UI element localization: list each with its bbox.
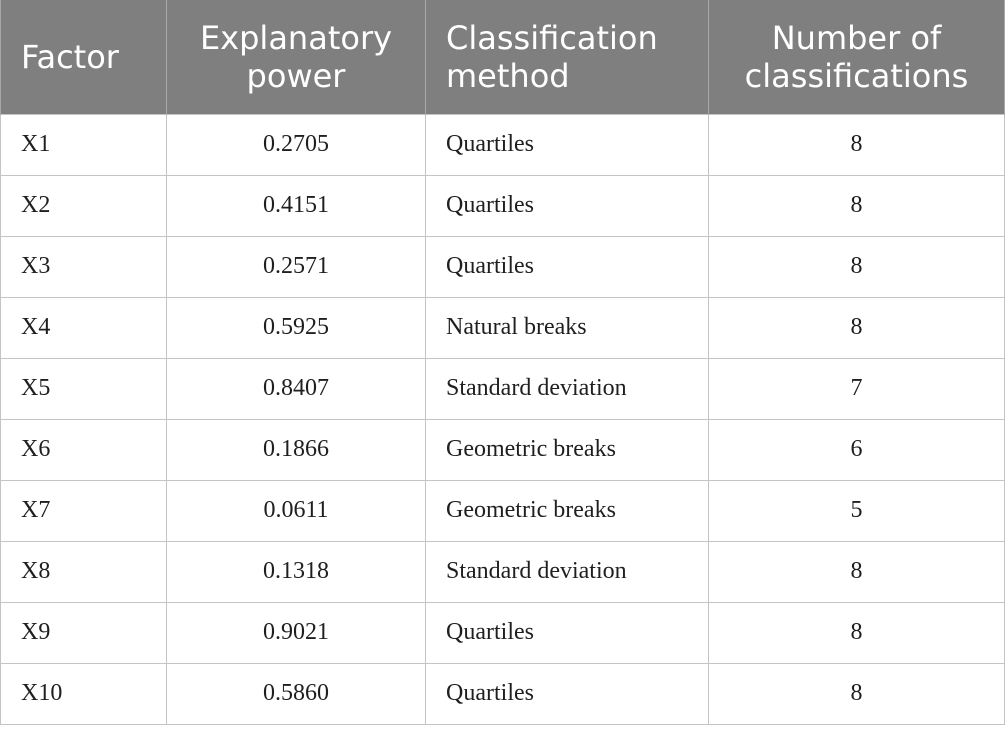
cell-explanatory-power: 0.5925 [167, 297, 426, 358]
header-factor: Factor [1, 0, 167, 114]
cell-explanatory-power: 0.1318 [167, 541, 426, 602]
cell-classification-method: Geometric breaks [426, 480, 709, 541]
table-row [1, 419, 1005, 480]
cell-explanatory-power: 0.9021 [167, 602, 426, 663]
table-row [1, 480, 1005, 541]
table-row [1, 541, 1005, 602]
cell-number-of-classifications: 8 [709, 236, 1005, 297]
cell-explanatory-power: 0.5860 [167, 663, 426, 724]
cell-number-of-classifications: 5 [709, 480, 1005, 541]
cell-factor: X2 [1, 175, 167, 236]
cell-number-of-classifications: 7 [709, 358, 1005, 419]
cell-classification-method: Quartiles [426, 602, 709, 663]
cell-factor: X1 [1, 114, 167, 175]
table-row [1, 358, 1005, 419]
cell-number-of-classifications: 8 [709, 175, 1005, 236]
table-row [1, 114, 1005, 175]
cell-classification-method: Standard deviation [426, 358, 709, 419]
cell-factor: X3 [1, 236, 167, 297]
table-row [1, 175, 1005, 236]
cell-explanatory-power: 0.0611 [167, 480, 426, 541]
cell-classification-method: Quartiles [426, 114, 709, 175]
header-classification-method: Classification method [426, 0, 709, 114]
cell-number-of-classifications: 8 [709, 663, 1005, 724]
cell-factor: X10 [1, 663, 167, 724]
cell-factor: X7 [1, 480, 167, 541]
table-row [1, 297, 1005, 358]
cell-classification-method: Geometric breaks [426, 419, 709, 480]
cell-number-of-classifications: 8 [709, 541, 1005, 602]
table-row [1, 663, 1005, 724]
cell-number-of-classifications: 8 [709, 602, 1005, 663]
table-row [1, 602, 1005, 663]
cell-classification-method: Standard deviation [426, 541, 709, 602]
header-explanatory-power: Explanatory power [167, 0, 426, 114]
table-row [1, 236, 1005, 297]
cell-factor: X5 [1, 358, 167, 419]
cell-explanatory-power: 0.1866 [167, 419, 426, 480]
cell-explanatory-power: 0.2571 [167, 236, 426, 297]
cell-number-of-classifications: 8 [709, 114, 1005, 175]
cell-explanatory-power: 0.4151 [167, 175, 426, 236]
cell-number-of-classifications: 8 [709, 297, 1005, 358]
cell-classification-method: Quartiles [426, 175, 709, 236]
cell-explanatory-power: 0.8407 [167, 358, 426, 419]
cell-factor: X4 [1, 297, 167, 358]
table-header [1, 0, 1005, 114]
cell-classification-method: Quartiles [426, 236, 709, 297]
header-number-of-classifications: Number of classifications [709, 0, 1005, 114]
cell-number-of-classifications: 6 [709, 419, 1005, 480]
cell-classification-method: Quartiles [426, 663, 709, 724]
cell-factor: X8 [1, 541, 167, 602]
header-row [1, 0, 1005, 114]
cell-factor: X9 [1, 602, 167, 663]
table-body [1, 114, 1005, 724]
cell-classification-method: Natural breaks [426, 297, 709, 358]
cell-factor: X6 [1, 419, 167, 480]
cell-explanatory-power: 0.2705 [167, 114, 426, 175]
